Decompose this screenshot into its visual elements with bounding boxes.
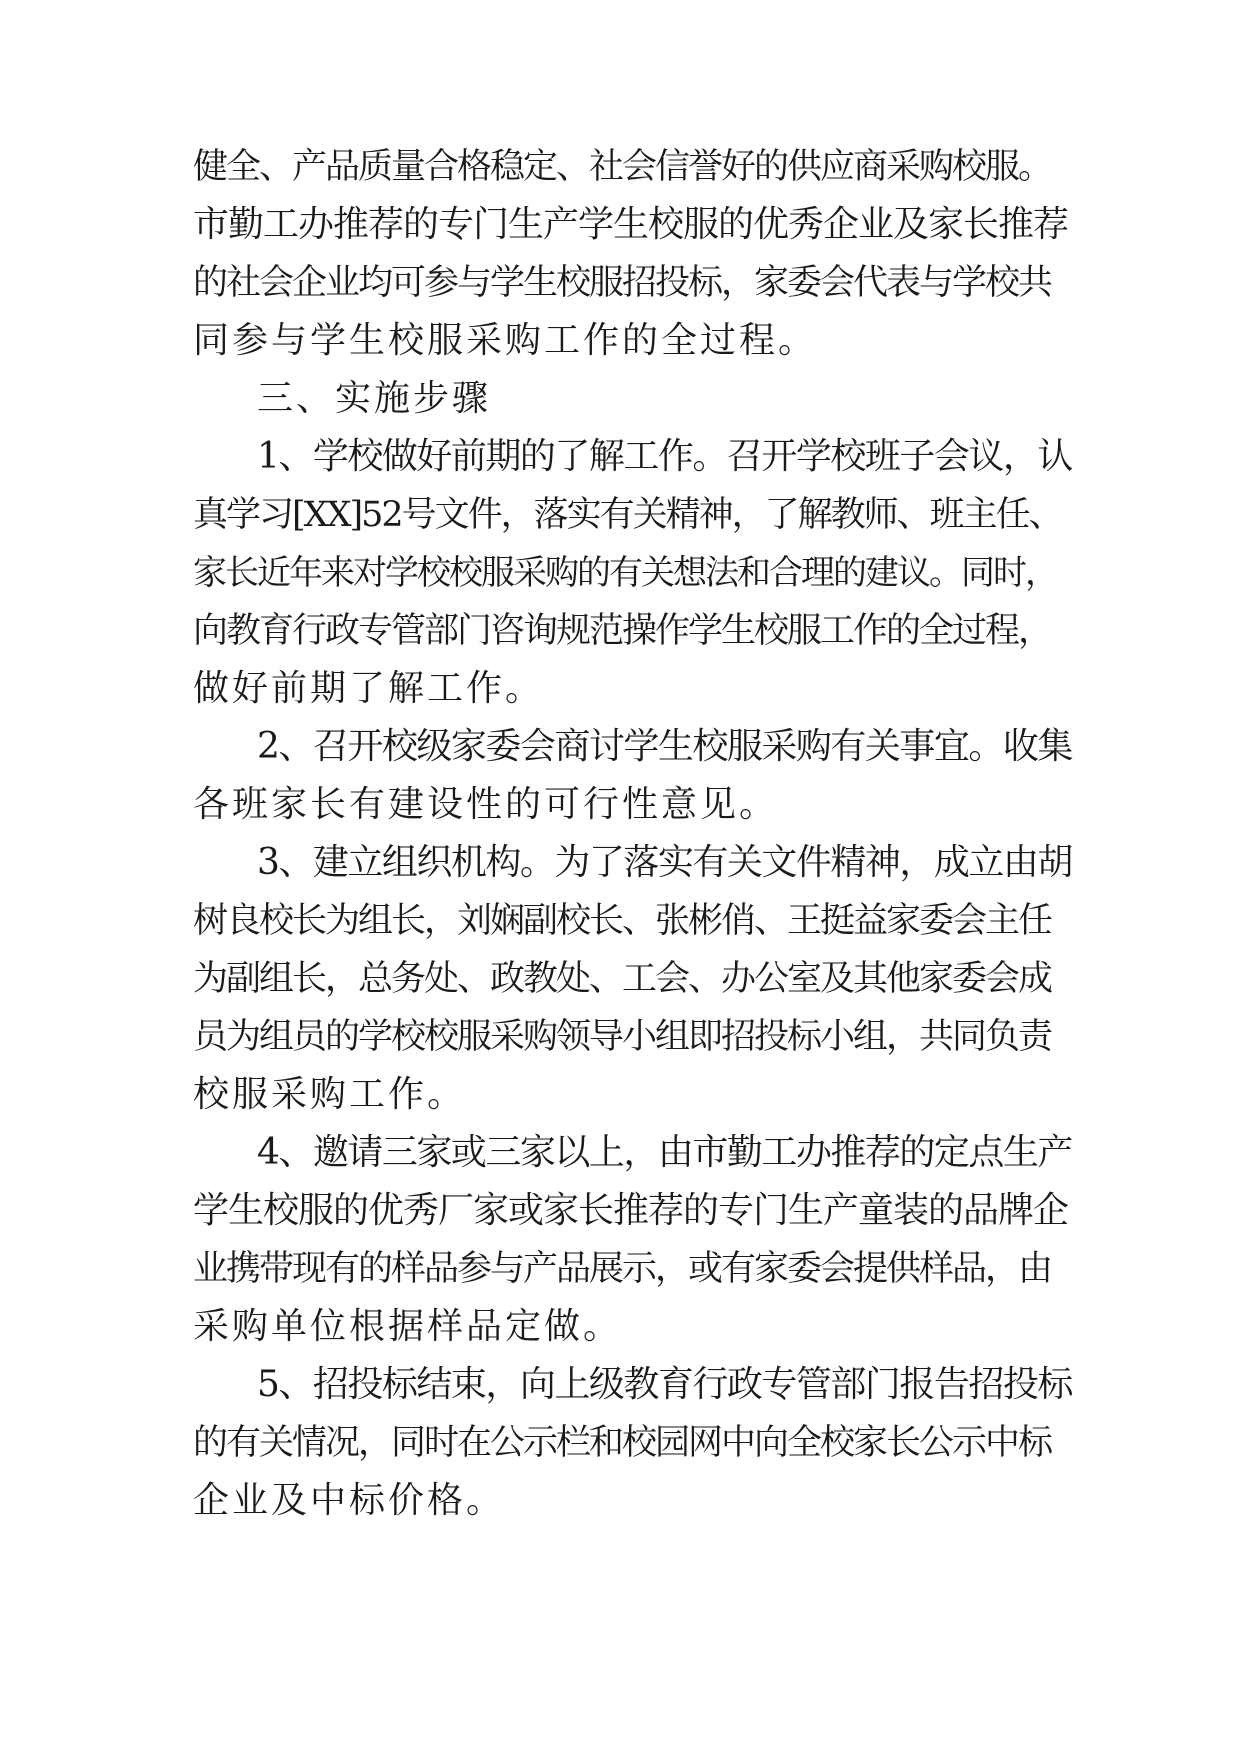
text-line-21: 采购单位根据样品定做。 — [193, 1306, 623, 1347]
text-line-6: 1、学校做好前期的了解工作。召开学校班子会议，认 — [257, 436, 1072, 477]
text-line-7: 真学习[XX]52号文件，落实有关精神，了解教师、班主任、 — [193, 495, 1062, 535]
section-heading: 三、实施步骤 — [257, 378, 492, 419]
text-line-2: 市勤工办推荐的专门生产学生校服的优秀企业及家长推荐 — [193, 204, 1069, 245]
text-line-14: 树良校长为组长，刘娴副校长、张彬俏、王挺益家委会主任 — [193, 901, 1052, 941]
text-line-9: 向教育行政专管部门咨询规范操作学生校服工作的全过程， — [193, 611, 1052, 651]
text-line-4: 同参与学生校服采购工作的全过程。 — [193, 320, 818, 361]
text-line-17: 校服采购工作。 — [193, 1074, 467, 1115]
text-line-12: 各班家长有建设性的可行性意见。 — [193, 784, 779, 825]
text-line-24: 企业及中标价格。 — [193, 1480, 506, 1521]
text-line-8: 家长近年来对学校校服采购的有关想法和合理的建议。同时， — [193, 553, 1057, 593]
text-line-11: 2、召开校级家委会商讨学生校服采购有关事宜。收集 — [257, 726, 1072, 767]
text-line-16: 员为组员的学校校服采购领导小组即招投标小组，共同负责 — [193, 1017, 1052, 1057]
text-line-18: 4、邀请三家或三家以上，由市勤工办推荐的定点生产 — [257, 1132, 1072, 1173]
text-line-3: 的社会企业均可参与学生校服招投标，家委会代表与学校共 — [193, 263, 1052, 303]
text-line-19: 学生校服的优秀厂家或家长推荐的专门生产童装的品牌企 — [193, 1190, 1069, 1231]
text-line-10: 做好前期了解工作。 — [193, 668, 545, 709]
text-line-23: 的有关情况，同时在公示栏和校园网中向全校家长公示中标 — [193, 1423, 1052, 1463]
text-line-22: 5、招投标结束，向上级教育行政专管部门报告招投标 — [257, 1364, 1072, 1405]
text-line-20: 业携带现有的样品参与产品展示，或有家委会提供样品，由 — [193, 1249, 1052, 1289]
text-line-15: 为副组长，总务处、政教处、工会、办公室及其他家委会成 — [193, 959, 1052, 999]
text-line-1: 健全、产品质量合格稳定、社会信誉好的供应商采购校服。 — [193, 147, 1052, 187]
text-line-13: 3、建立组织机构。为了落实有关文件精神，成立由胡 — [257, 842, 1072, 883]
